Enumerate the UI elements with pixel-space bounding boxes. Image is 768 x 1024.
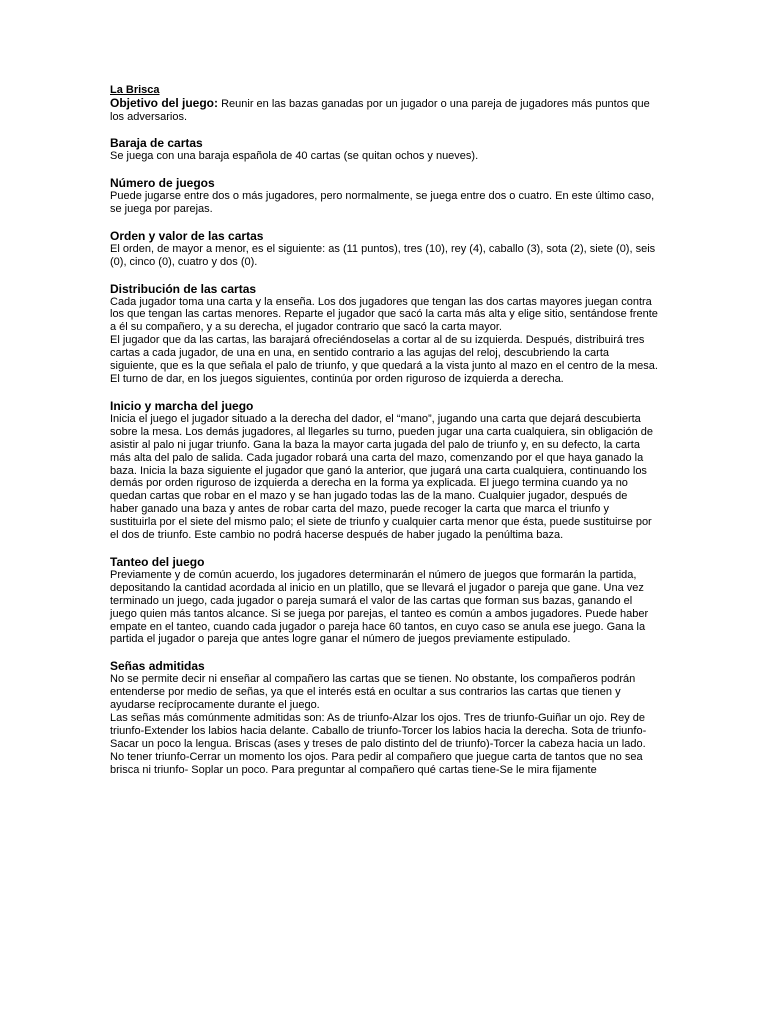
section-heading: Inicio y marcha del juego bbox=[110, 398, 254, 413]
objective-label: Objetivo del juego: bbox=[110, 96, 219, 110]
objective-text: Reunir en las bazas ganadas por un jugador o una pareja de jugadores más puntos que los adversarios. bbox=[110, 98, 650, 123]
section-paragraph: Las señas más comúnmente admitidas son: As de triunfo-Alzar los ojos. Tres de triunfo-Guiñar un ojo. Rey de triunfo-Extender los labios hacia delante. Caballo de triunfo-Torcer los labios hacia la derecha. Sota de triunfo-Sacar un poco la lengua. Briscas (ases y treses de palo distinto del de triunfo)-Torcer la cabeza hacia un lado. No tener triunfo-Cerrar un momento los ojos. Para pedir al compañero que juegue carta de tantos que no sea brisca ni triunfo- Soplar un poco. Para preguntar al compañero qué cartas tiene-Se le mira fijamente bbox=[110, 712, 647, 776]
section-heading: Distribución de las cartas bbox=[110, 281, 257, 296]
section-paragraph: El orden, de mayor a menor, es el siguiente: as (11 puntos), tres (10), rey (4), caballo (3), sota (2), siete (0), seis (0), cinco (0), cuatro y dos (0). bbox=[110, 242, 656, 268]
section-orden-valor bbox=[110, 229, 658, 269]
section-heading: Baraja de cartas bbox=[110, 136, 203, 150]
section-paragraph: Se juega con una baraja española de 40 cartas (se quitan ochos y nueves). bbox=[110, 150, 479, 162]
section-paragraph: No se permite decir ni enseñar al compañero las cartas que se tienen. No obstante, los compañeros podrán entenderse por medio de señas, ya que el interés está en ocultar a sus contrarios las cartas que tienen y ayudarse recíprocamente durante el juego. bbox=[110, 673, 636, 712]
document-page bbox=[110, 84, 658, 790]
section-paragraph: El jugador que da las cartas, las barajará ofreciéndoselas a cortar al de su izquierda. Después, distribuirá tres cartas a cada jugador, de una en una, en sentido contrario a las agujas del reloj, descubriendo la carta siguiente, que es la que señala el palo de triunfo, y que quedará a la vista junto al mazo en el centro de la mesa. El turno de dar, en los juegos siguientes, continúa por orden riguroso de izquierda a derecha. bbox=[110, 334, 658, 385]
section-heading: Señas admitidas bbox=[110, 659, 205, 674]
section-heading: Orden y valor de las cartas bbox=[110, 228, 264, 243]
section-heading: Tanteo del juego bbox=[110, 554, 205, 569]
section-baraja bbox=[110, 136, 658, 163]
section-paragraph: Cada jugador toma una carta y la enseña. Los dos jugadores que tengan las dos cartas mayores juegan contra los que tengan las cartas menores. Reparte el jugador que sacó la carta más alta y elige sitio, sentándose frente a él su compañero, y a su derecha, el jugador contrario que sacó la carta mayor. bbox=[110, 295, 658, 334]
section-paragraph: Puede jugarse entre dos o más jugadores, pero normalmente, se juega entre dos o cuatro. En este último caso, se juega por parejas. bbox=[110, 189, 655, 215]
section-numero-juegos bbox=[110, 176, 658, 216]
document-title: La Brisca bbox=[110, 84, 160, 96]
section-senas bbox=[110, 659, 658, 776]
section-distribucion bbox=[110, 282, 658, 386]
section-paragraph: Inicia el juego el jugador situado a la derecha del dador, el “mano”, jugando una carta que dejará descubierta sobre la mesa. Los demás jugadores, al llegarles su turno, pueden jugar una carta cualquiera, sin obligación de asistir al palo ni jugar triunfo. Gana la baza la mayor carta jugada del palo de triunfo y, en su defecto, la carta más alta del palo de salida. Cada jugador robará una carta del mazo, comenzando por el que haya ganado la baza. Inicia la baza siguiente el jugador que ganó la anterior, que jugará una carta cualquiera, continuando los demás por orden riguroso de izquierda a derecha en la forma ya explicada. El juego termina cuando ya no quedan cartas que robar en el mazo y se han jugado todas las de la mano. Cualquier jugador, después de haber ganado una baza y antes de robar carta del mazo, puede recoger la carta que marca el triunfo y sustituirla por el siete del mismo palo; el siete de triunfo y cualquier carta menor que ésta, puede sustituirse por el dos de triunfo. Este cambio no podrá hacerse después de haber jugado la penúltima baza. bbox=[110, 412, 654, 542]
section-heading: Número de juegos bbox=[110, 175, 215, 190]
section-tanteo bbox=[110, 555, 658, 646]
section-inicio-marcha bbox=[110, 399, 658, 542]
objective-paragraph bbox=[110, 97, 658, 124]
section-paragraph: Previamente y de común acuerdo, los jugadores determinarán el número de juegos que formarán la partida, depositando la cantidad acordada al inicio en un platillo, que se llevará el jugador o pareja que gane. Una vez terminado un juego, cada jugador o pareja sumará el valor de las cartas que forman sus bazas, ganando el juego quien más tantos alcance. Si se juega por parejas, el tanteo es común a ambos jugadores. Puede haber empate en el tanteo, cuando cada jugador o pareja hace 60 tantos, en cuyo caso se anula ese juego. Gana la partida el jugador o pareja que antes logre ganar el número de juegos previamente estipulado. bbox=[110, 568, 649, 646]
